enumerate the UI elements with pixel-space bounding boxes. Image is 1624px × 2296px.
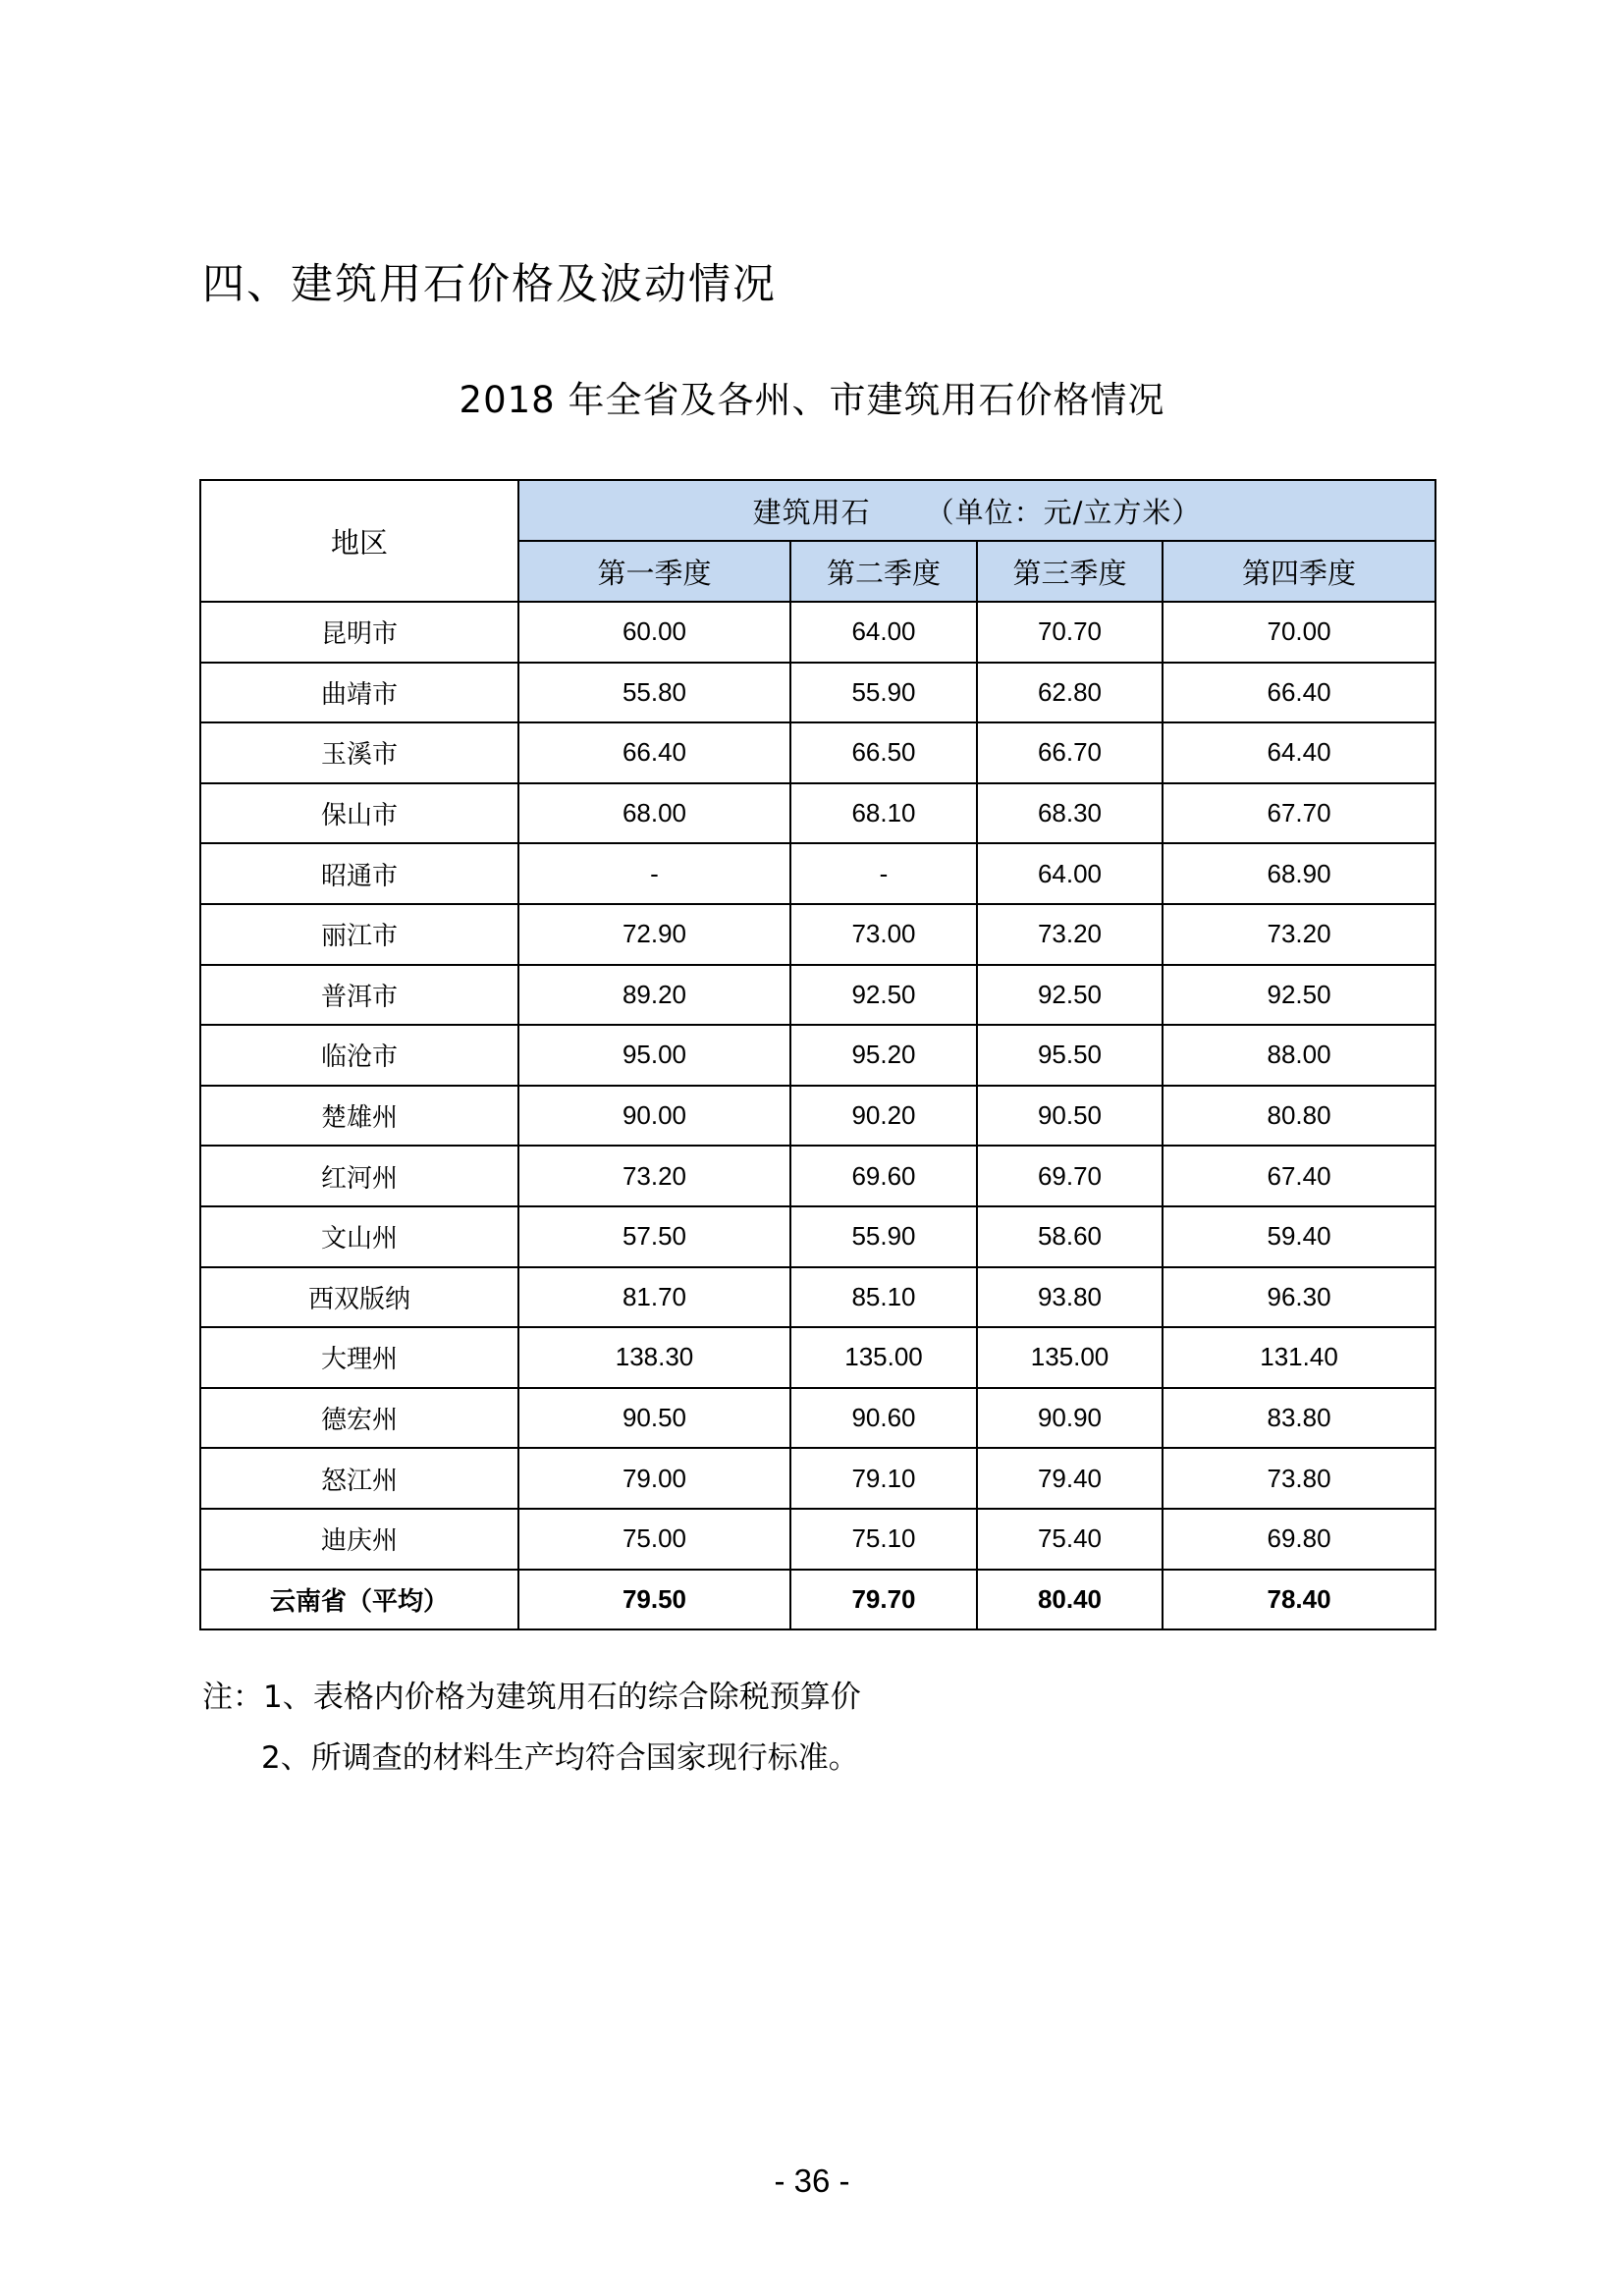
table-row bbox=[200, 1146, 1435, 1206]
value-cell: 93.80 bbox=[977, 1267, 1163, 1328]
value-cell: 89.20 bbox=[518, 965, 790, 1026]
table-row bbox=[200, 663, 1435, 723]
table-title: 2018 年全省及各州、市建筑用石价格情况 bbox=[459, 379, 1165, 421]
value-cell: 75.40 bbox=[977, 1509, 1163, 1570]
region-cell: 大理州 bbox=[200, 1327, 518, 1388]
value-cell: 92.50 bbox=[790, 965, 977, 1026]
value-cell: 90.00 bbox=[518, 1086, 790, 1147]
value-cell: 131.40 bbox=[1163, 1327, 1435, 1388]
value-cell: 138.30 bbox=[518, 1327, 790, 1388]
region-cell: 迪庆州 bbox=[200, 1509, 518, 1570]
average-value-cell: 78.40 bbox=[1163, 1570, 1435, 1630]
region-column-header: 地区 bbox=[200, 480, 518, 602]
value-cell: 85.10 bbox=[790, 1267, 977, 1328]
table-row bbox=[200, 843, 1435, 904]
average-region-cell: 云南省（平均） bbox=[200, 1570, 518, 1630]
average-value-cell: 80.40 bbox=[977, 1570, 1163, 1630]
region-cell: 怒江州 bbox=[200, 1448, 518, 1509]
average-value-cell: 79.70 bbox=[790, 1570, 977, 1630]
table-row bbox=[200, 602, 1435, 663]
value-cell: 90.60 bbox=[790, 1388, 977, 1449]
value-cell: 68.30 bbox=[977, 783, 1163, 844]
value-cell: 92.50 bbox=[977, 965, 1163, 1026]
value-cell: 90.20 bbox=[790, 1086, 977, 1147]
value-cell: 68.10 bbox=[790, 783, 977, 844]
page-number: - 36 - bbox=[774, 2163, 850, 2199]
region-cell: 德宏州 bbox=[200, 1388, 518, 1449]
value-cell: 75.10 bbox=[790, 1509, 977, 1570]
value-cell: 73.80 bbox=[1163, 1448, 1435, 1509]
value-cell: 55.80 bbox=[518, 663, 790, 723]
value-cell: 60.00 bbox=[518, 602, 790, 663]
price-table bbox=[199, 479, 1436, 1630]
quarter-header-1: 第一季度 bbox=[518, 541, 790, 602]
average-value-cell: 79.50 bbox=[518, 1570, 790, 1630]
value-cell: 83.80 bbox=[1163, 1388, 1435, 1449]
value-cell: 58.60 bbox=[977, 1206, 1163, 1267]
section-heading: 四、建筑用石价格及波动情况 bbox=[202, 260, 777, 309]
value-cell: 90.90 bbox=[977, 1388, 1163, 1449]
value-cell: 69.60 bbox=[790, 1146, 977, 1206]
value-cell: 73.00 bbox=[790, 904, 977, 965]
value-cell: 79.40 bbox=[977, 1448, 1163, 1509]
value-cell: 90.50 bbox=[518, 1388, 790, 1449]
value-cell: 92.50 bbox=[1163, 965, 1435, 1026]
value-cell: 66.70 bbox=[977, 722, 1163, 783]
table-row bbox=[200, 904, 1435, 965]
value-cell: - bbox=[790, 843, 977, 904]
value-cell: 73.20 bbox=[1163, 904, 1435, 965]
value-cell: 72.90 bbox=[518, 904, 790, 965]
table-row bbox=[200, 1025, 1435, 1086]
table-row bbox=[200, 1267, 1435, 1328]
region-cell: 红河州 bbox=[200, 1146, 518, 1206]
value-cell: 68.00 bbox=[518, 783, 790, 844]
region-cell: 玉溪市 bbox=[200, 722, 518, 783]
region-cell: 保山市 bbox=[200, 783, 518, 844]
region-cell: 曲靖市 bbox=[200, 663, 518, 723]
table-row bbox=[200, 1086, 1435, 1147]
table-body bbox=[200, 602, 1435, 1629]
value-cell: 80.80 bbox=[1163, 1086, 1435, 1147]
value-cell: 70.70 bbox=[977, 602, 1163, 663]
region-cell: 文山州 bbox=[200, 1206, 518, 1267]
value-cell: 96.30 bbox=[1163, 1267, 1435, 1328]
table-row bbox=[200, 1509, 1435, 1570]
region-cell: 普洱市 bbox=[200, 965, 518, 1026]
note-2: 2、所调查的材料生产均符合国家现行标准。 bbox=[261, 1740, 859, 1776]
value-cell: 64.00 bbox=[977, 843, 1163, 904]
value-cell: 57.50 bbox=[518, 1206, 790, 1267]
value-cell: 79.10 bbox=[790, 1448, 977, 1509]
value-cell: 69.80 bbox=[1163, 1509, 1435, 1570]
value-cell: 62.80 bbox=[977, 663, 1163, 723]
value-cell: 67.70 bbox=[1163, 783, 1435, 844]
region-cell: 临沧市 bbox=[200, 1025, 518, 1086]
value-cell: 68.90 bbox=[1163, 843, 1435, 904]
value-cell: 73.20 bbox=[977, 904, 1163, 965]
value-cell: 73.20 bbox=[518, 1146, 790, 1206]
value-cell: 64.40 bbox=[1163, 722, 1435, 783]
table-row bbox=[200, 965, 1435, 1026]
quarter-header-2: 第二季度 bbox=[790, 541, 977, 602]
notes bbox=[202, 1667, 861, 1789]
value-cell: 59.40 bbox=[1163, 1206, 1435, 1267]
value-cell: 55.90 bbox=[790, 663, 977, 723]
value-cell: 135.00 bbox=[977, 1327, 1163, 1388]
group-header bbox=[518, 480, 1435, 541]
region-cell: 楚雄州 bbox=[200, 1086, 518, 1147]
value-cell: - bbox=[518, 843, 790, 904]
table-row bbox=[200, 722, 1435, 783]
value-cell: 66.50 bbox=[790, 722, 977, 783]
value-cell: 95.50 bbox=[977, 1025, 1163, 1086]
value-cell: 88.00 bbox=[1163, 1025, 1435, 1086]
quarter-header-4: 第四季度 bbox=[1163, 541, 1435, 602]
value-cell: 75.00 bbox=[518, 1509, 790, 1570]
value-cell: 55.90 bbox=[790, 1206, 977, 1267]
value-cell: 66.40 bbox=[1163, 663, 1435, 723]
table-row bbox=[200, 1448, 1435, 1509]
table-row bbox=[200, 1327, 1435, 1388]
value-cell: 90.50 bbox=[977, 1086, 1163, 1147]
value-cell: 70.00 bbox=[1163, 602, 1435, 663]
value-cell: 135.00 bbox=[790, 1327, 977, 1388]
region-cell: 昭通市 bbox=[200, 843, 518, 904]
quarter-header-3: 第三季度 bbox=[977, 541, 1163, 602]
value-cell: 95.00 bbox=[518, 1025, 790, 1086]
table-row bbox=[200, 1206, 1435, 1267]
unit-label: （单位：元/立方米） bbox=[925, 495, 1202, 529]
value-cell: 69.70 bbox=[977, 1146, 1163, 1206]
value-cell: 66.40 bbox=[518, 722, 790, 783]
group-header-label: 建筑用石 bbox=[752, 495, 871, 529]
region-cell: 丽江市 bbox=[200, 904, 518, 965]
value-cell: 81.70 bbox=[518, 1267, 790, 1328]
note-1: 注：1、表格内价格为建筑用石的综合除税预算价 bbox=[202, 1680, 861, 1715]
value-cell: 95.20 bbox=[790, 1025, 977, 1086]
table-row bbox=[200, 783, 1435, 844]
region-cell: 昆明市 bbox=[200, 602, 518, 663]
average-row bbox=[200, 1570, 1435, 1630]
value-cell: 67.40 bbox=[1163, 1146, 1435, 1206]
value-cell: 79.00 bbox=[518, 1448, 790, 1509]
region-cell: 西双版纳 bbox=[200, 1267, 518, 1328]
table-row bbox=[200, 1388, 1435, 1449]
value-cell: 64.00 bbox=[790, 602, 977, 663]
